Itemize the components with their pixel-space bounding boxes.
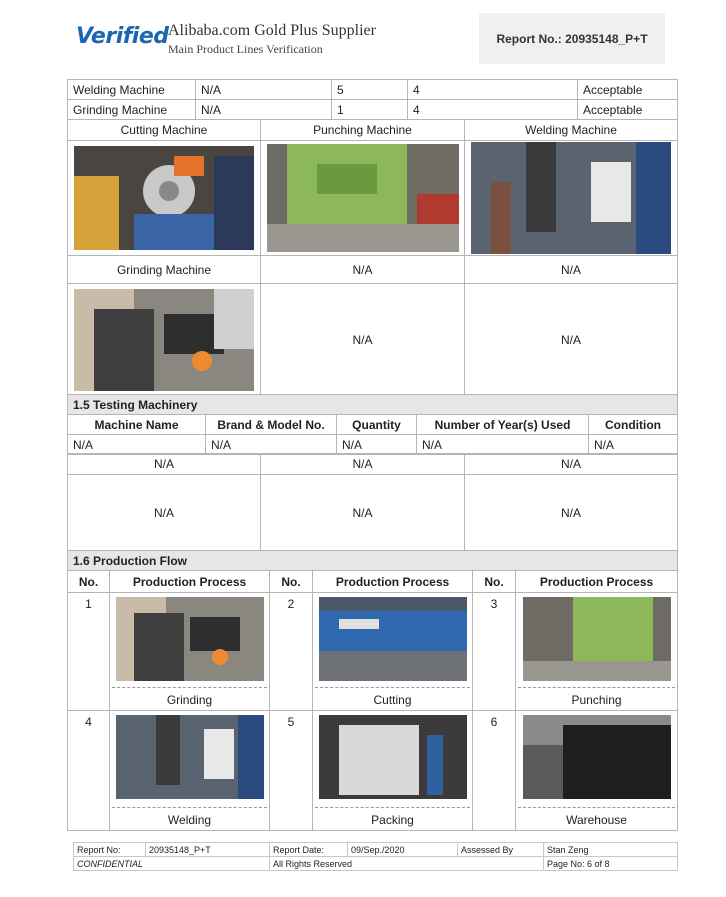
grinding-machine-photo-cell <box>68 284 261 396</box>
table-row <box>68 80 678 100</box>
section-title: 1.5 Testing Machinery <box>68 395 678 415</box>
cutting-machine-photo <box>74 146 254 250</box>
step-cell <box>313 593 473 711</box>
photo-caption: N/A <box>68 454 261 475</box>
machine-photo-grid <box>67 119 678 396</box>
photo-caption: Punching Machine <box>261 120 465 141</box>
column-header: Brand & Model No. <box>206 415 337 435</box>
step-number: 4 <box>68 711 110 831</box>
punching-machine-photo <box>267 144 459 252</box>
years-used: 4 <box>408 100 578 120</box>
table-row <box>68 435 678 455</box>
section-title: 1.6 Production Flow <box>68 551 678 571</box>
step-number: 1 <box>68 593 110 711</box>
quantity: 5 <box>332 80 408 100</box>
step-number: 2 <box>270 593 313 711</box>
step-cell <box>516 593 678 711</box>
warehouse-photo <box>523 715 671 799</box>
step-label: Punching <box>518 687 675 707</box>
column-header: Condition <box>589 415 678 435</box>
table-row <box>68 711 678 831</box>
step-label: Welding <box>112 807 267 827</box>
step-cell <box>110 711 270 831</box>
brand-model: N/A <box>206 435 337 455</box>
step-number: 3 <box>473 593 516 711</box>
years-used: N/A <box>417 435 589 455</box>
verified-logo <box>76 24 169 49</box>
machinery-table <box>67 79 678 120</box>
machine-name: N/A <box>68 435 206 455</box>
punching-machine-photo-cell <box>261 141 465 256</box>
page-footer <box>73 842 678 871</box>
condition: N/A <box>589 435 678 455</box>
step-cell <box>313 711 473 831</box>
table-row <box>68 100 678 120</box>
grinding-photo <box>116 597 264 681</box>
column-header: Production Process <box>110 571 270 593</box>
column-header: No. <box>473 571 516 593</box>
photo-caption: N/A <box>465 454 678 475</box>
empty-photo-cell: N/A <box>261 284 465 396</box>
photo-caption: N/A <box>261 454 465 475</box>
column-header: Production Process <box>516 571 678 593</box>
column-header: Production Process <box>313 571 473 593</box>
years-used: 4 <box>408 80 578 100</box>
step-label: Packing <box>315 807 470 827</box>
welding-machine-photo <box>471 142 671 254</box>
welding-machine-photo-cell <box>465 141 678 256</box>
photo-caption: Cutting Machine <box>68 120 261 141</box>
welding-photo <box>116 715 264 799</box>
cutting-machine-photo-cell <box>68 141 261 256</box>
footer-report-date: 09/Sep./2020 <box>348 843 458 857</box>
condition: Acceptable <box>578 100 678 120</box>
footer-assessor: Stan Zeng <box>544 843 678 857</box>
footer-report-no: 20935148_P+T <box>146 843 270 857</box>
page-number: 6 of 8 <box>587 858 610 869</box>
step-cell <box>516 711 678 831</box>
quantity: N/A <box>337 435 417 455</box>
empty-photo-cell: N/A <box>465 284 678 396</box>
punching-photo <box>523 597 671 681</box>
photo-caption: Grinding Machine <box>68 256 261 284</box>
empty-photo-cell: N/A <box>465 475 678 552</box>
quantity: 1 <box>332 100 408 120</box>
footer-label: Report No: <box>74 843 146 857</box>
column-header: No. <box>68 571 110 593</box>
column-header: Number of Year(s) Used <box>417 415 589 435</box>
photo-caption: N/A <box>261 256 465 284</box>
empty-photo-cell: N/A <box>261 475 465 552</box>
condition: Acceptable <box>578 80 678 100</box>
page-subtitle: Main Product Lines Verification <box>168 42 323 56</box>
report-number-box <box>479 13 665 64</box>
footer-label: Page No: <box>547 858 585 869</box>
column-header: No. <box>270 571 313 593</box>
photo-caption: N/A <box>465 256 678 284</box>
grinding-machine-photo <box>74 289 254 391</box>
step-number: 6 <box>473 711 516 831</box>
column-header: Machine Name <box>68 415 206 435</box>
machine-name: Grinding Machine <box>68 100 196 120</box>
footer-rights: All Rights Reserved <box>270 857 544 871</box>
page-title: Alibaba.com Gold Plus Supplier <box>168 22 376 39</box>
footer-label: Assessed By <box>458 843 544 857</box>
brand-model: N/A <box>196 100 332 120</box>
step-label: Grinding <box>112 687 267 707</box>
step-number: 5 <box>270 711 313 831</box>
testing-photo-grid <box>67 453 678 552</box>
empty-photo-cell: N/A <box>68 475 261 552</box>
step-label: Warehouse <box>518 807 675 827</box>
footer-page <box>544 857 678 871</box>
footer-confidential: CONFIDENTIAL <box>74 857 270 871</box>
step-cell <box>110 593 270 711</box>
table-row <box>68 593 678 711</box>
photo-caption: Welding Machine <box>465 120 678 141</box>
footer-label: Report Date: <box>270 843 348 857</box>
production-flow-table <box>67 550 678 831</box>
cutting-photo <box>319 597 467 681</box>
logo-text: Verified <box>76 24 169 49</box>
machine-name: Welding Machine <box>68 80 196 100</box>
brand-model: N/A <box>196 80 332 100</box>
report-number: Report No.: 20935148_P+T <box>496 31 648 46</box>
packing-photo <box>319 715 467 799</box>
testing-machinery-table <box>67 394 678 455</box>
column-header: Quantity <box>337 415 417 435</box>
step-label: Cutting <box>315 687 470 707</box>
